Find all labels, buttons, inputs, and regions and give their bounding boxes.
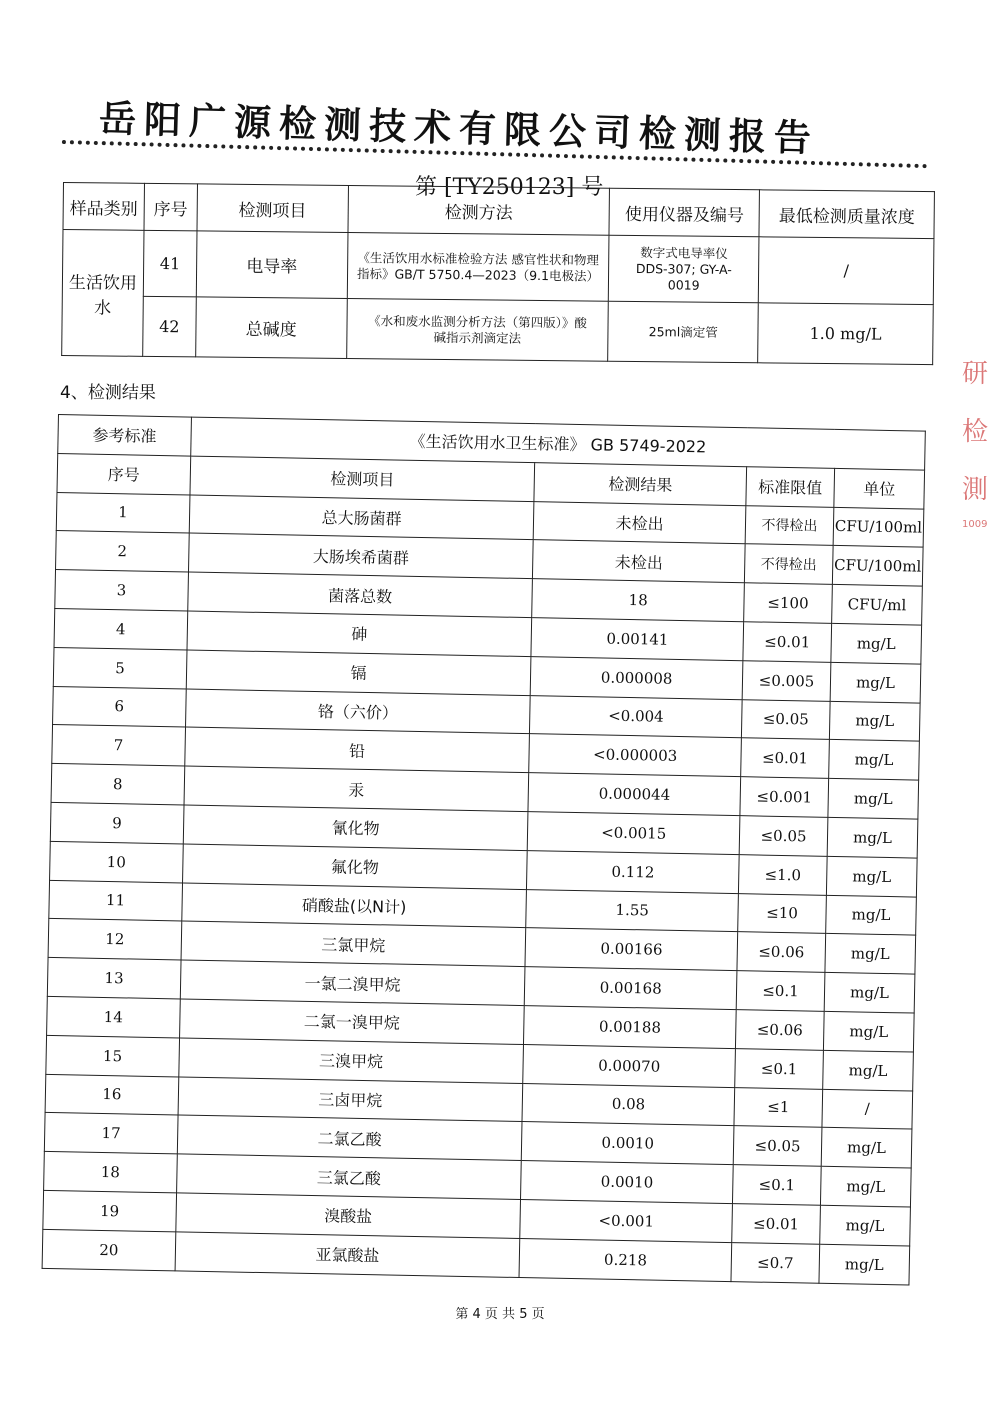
row-result: 0.00070 <box>523 1044 735 1087</box>
row-item: 溴酸盐 <box>176 1193 521 1238</box>
header-category: 样品类别 <box>63 183 144 231</box>
row-result: 0.000008 <box>530 656 742 699</box>
row-unit: / <box>822 1089 913 1130</box>
row-result: <0.0015 <box>527 812 739 855</box>
row-item: 硝酸盐(以N计) <box>182 883 527 928</box>
row-item: 菌落总数 <box>188 572 533 617</box>
header-limit: 标准限值 <box>746 467 835 507</box>
header-unit: 单位 <box>834 468 925 509</box>
row-unit: mg/L <box>829 740 920 781</box>
row-no: 13 <box>47 958 181 999</box>
sample-category: 生活饮用水 <box>62 230 144 357</box>
row-result: 未检出 <box>533 501 745 544</box>
row-no: 7 <box>52 725 186 766</box>
row-limit: ≤0.1 <box>735 1048 824 1088</box>
row-limit: ≤1.0 <box>738 854 827 894</box>
row-limit: ≤0.01 <box>741 738 830 778</box>
row-no: 17 <box>44 1113 178 1154</box>
row-limit: ≤1 <box>734 1087 823 1127</box>
row-unit: mg/L <box>826 856 917 897</box>
row-result: <0.001 <box>520 1199 732 1242</box>
methods-table <box>61 182 935 365</box>
row-limit: 不得检出 <box>744 544 833 584</box>
row-result: 0.0010 <box>522 1122 734 1165</box>
row-instrument: 数字式电导率仪 DDS-307; GY-A-0019 <box>609 235 760 303</box>
row-item: 汞 <box>184 766 529 811</box>
page-footer: 第 4 页 共 5 页 <box>455 1307 545 1322</box>
row-limit: 不得检出 <box>745 505 834 545</box>
row-limit: ≤0.005 <box>742 660 831 700</box>
header-method: 检测方法 <box>348 185 610 235</box>
row-item: 氰化物 <box>183 805 528 850</box>
stamp-char: 研 <box>962 359 989 389</box>
row-unit: CFU/100ml <box>832 546 923 587</box>
row-limit: ≤0.05 <box>741 699 830 739</box>
header-item: 检测项目 <box>197 184 348 233</box>
row-limit: ≤0.01 <box>743 622 832 662</box>
row-item: 氟化物 <box>182 844 527 889</box>
row-no: 11 <box>49 880 183 921</box>
row-limit: ≤0.01 <box>732 1204 821 1244</box>
row-limit: ≤0.7 <box>731 1242 820 1282</box>
row-result: <0.000003 <box>529 734 741 777</box>
row-item: 亚氯酸盐 <box>175 1232 520 1277</box>
reference-label: 参考标准 <box>58 415 192 456</box>
row-item: 二氯一溴甲烷 <box>179 999 524 1044</box>
row-instrument: 25ml滴定管 <box>608 301 758 363</box>
row-no: 41 <box>143 230 197 297</box>
stamp-char: 測 <box>962 475 989 505</box>
row-item: 镉 <box>186 650 531 695</box>
report-title: 岳阳广源检测技术有限公司检测报告 <box>98 96 820 161</box>
row-item: 大肠埃希菌群 <box>188 533 533 578</box>
results-table <box>42 414 926 1285</box>
header-no: 序号 <box>57 453 191 494</box>
row-no: 16 <box>45 1074 179 1115</box>
row-unit: mg/L <box>831 623 922 664</box>
row-item: 三卤甲烷 <box>178 1076 523 1121</box>
row-result: 0.112 <box>527 850 739 893</box>
row-limit: ≤0.06 <box>735 1010 824 1050</box>
row-result: 0.00141 <box>531 618 743 661</box>
row-unit: CFU/ml <box>832 585 923 626</box>
row-limit: ≤10 <box>738 893 827 933</box>
row-limit: ≤0.06 <box>737 932 826 972</box>
row-result: <0.004 <box>530 695 742 738</box>
row-no: 3 <box>55 570 189 611</box>
row-result: 0.000044 <box>528 773 740 816</box>
row-item: 一氯二溴甲烷 <box>180 960 525 1005</box>
row-unit: mg/L <box>819 1244 910 1285</box>
row-no: 20 <box>42 1229 176 1270</box>
row-no: 4 <box>54 608 188 649</box>
row-limit: ≤0.05 <box>739 816 828 856</box>
row-no: 42 <box>143 296 197 357</box>
row-no: 6 <box>53 686 187 727</box>
reference-standard: 《生活饮用水卫生标准》 GB 5749-2022 <box>191 417 926 470</box>
row-no: 1 <box>56 492 190 533</box>
row-unit: mg/L <box>826 895 917 936</box>
stamp-char: 检 <box>962 417 989 447</box>
row-item: 铬（六价） <box>185 689 530 734</box>
row-unit: mg/L <box>827 817 918 858</box>
row-method: 《水和废水监测分析方法（第四版）》酸碱指示剂滴定法 <box>346 298 608 361</box>
row-unit: mg/L <box>828 779 919 820</box>
stamp-number: 1009 <box>962 519 988 530</box>
row-result: 1.55 <box>526 889 738 932</box>
row-no: 5 <box>53 647 187 688</box>
header-instrument: 使用仪器及编号 <box>609 188 759 237</box>
methods-row <box>62 230 934 305</box>
row-no: 10 <box>50 841 184 882</box>
row-unit: mg/L <box>830 662 921 703</box>
row-item: 总碱度 <box>196 297 347 359</box>
methods-row <box>62 295 934 364</box>
row-item: 电导率 <box>196 231 347 299</box>
row-result: 0.218 <box>519 1238 731 1281</box>
row-unit: CFU/100ml <box>833 507 924 548</box>
header-item: 检测项目 <box>190 456 535 501</box>
row-no: 14 <box>47 996 181 1037</box>
row-method: 《生活饮用水标准检验方法 感官性状和物理指标》GB/T 5750.4—2023（9.1电极法） <box>347 232 609 301</box>
row-no: 12 <box>48 919 182 960</box>
header-result: 检测结果 <box>534 462 746 505</box>
row-no: 2 <box>56 531 190 572</box>
row-limit: ≤0.1 <box>732 1165 821 1205</box>
row-item: 三氯乙酸 <box>176 1154 521 1199</box>
row-item: 砷 <box>187 611 532 656</box>
row-unit: mg/L <box>823 1050 914 1091</box>
header-min-conc: 最低检测质量浓度 <box>759 190 934 239</box>
row-item: 总大肠菌群 <box>189 495 534 540</box>
red-seal-stamp <box>962 345 996 545</box>
row-limit: ≤0.1 <box>736 971 825 1011</box>
row-limit: ≤0.001 <box>740 777 829 817</box>
row-result: 0.0010 <box>521 1161 733 1204</box>
row-result: 0.00166 <box>525 928 737 971</box>
section-heading: 4、检测结果 <box>60 383 156 403</box>
row-unit: mg/L <box>820 1205 911 1246</box>
row-item: 三氯甲烷 <box>181 921 526 966</box>
row-result: 18 <box>532 579 744 622</box>
row-item: 铅 <box>185 727 530 772</box>
row-item: 二氯乙酸 <box>177 1115 522 1160</box>
row-limit: ≤0.05 <box>733 1126 822 1166</box>
row-unit: mg/L <box>821 1128 912 1169</box>
row-unit: mg/L <box>823 1011 914 1052</box>
row-unit: mg/L <box>825 934 916 975</box>
row-result: 0.00168 <box>524 967 736 1010</box>
row-min-conc: 1.0 mg/L <box>758 303 933 365</box>
row-result: 0.00188 <box>524 1006 736 1049</box>
row-no: 15 <box>46 1035 180 1076</box>
header-no: 序号 <box>144 183 197 231</box>
row-no: 9 <box>50 802 184 843</box>
row-result: 未检出 <box>533 540 745 583</box>
row-unit: mg/L <box>829 701 920 742</box>
row-no: 18 <box>44 1152 178 1193</box>
row-unit: mg/L <box>824 972 915 1013</box>
row-min-conc: / <box>758 237 933 305</box>
row-limit: ≤100 <box>744 583 833 623</box>
row-item: 三溴甲烷 <box>179 1038 524 1083</box>
report-number: 第 [TY250123] 号 <box>415 175 604 200</box>
row-no: 8 <box>51 764 185 805</box>
row-unit: mg/L <box>820 1166 911 1207</box>
row-no: 19 <box>43 1190 177 1231</box>
row-result: 0.08 <box>522 1083 734 1126</box>
